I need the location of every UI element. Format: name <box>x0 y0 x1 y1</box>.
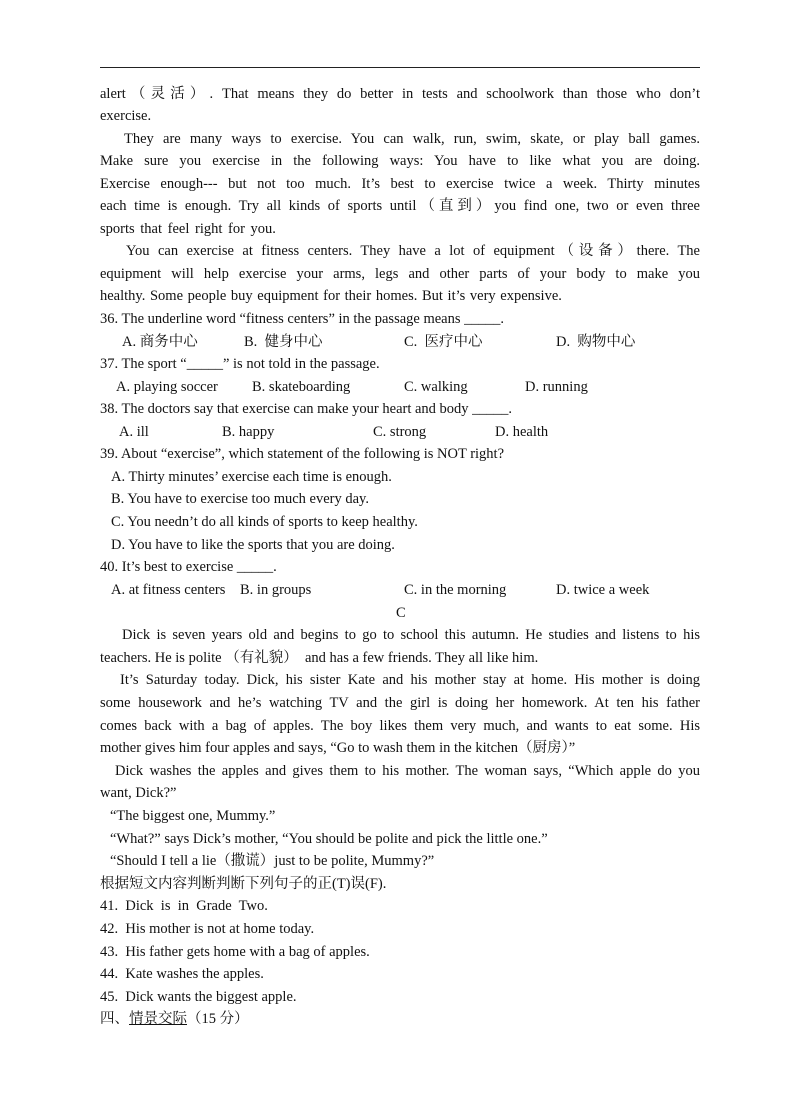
question-stem: 38. The doctors say that exercise can make your heart and body _____. <box>100 401 513 417</box>
statement: 43. His father gets home with a bag of apples. <box>100 944 370 960</box>
passage-line: mother gives him four apples and says, “Go to wash them in the kitchen（厨房）” <box>100 740 576 756</box>
passage-line: Dick washes the apples and gives them to his mother. The woman says, “Which apple do you <box>115 763 700 779</box>
statement: 45. Dick wants the biggest apple. <box>100 989 297 1005</box>
section-heading: C <box>396 605 406 621</box>
passage-line: teachers. He is polite （有礼貌） and has a few friends. They all like him. <box>100 650 539 666</box>
dialog-line: “The biggest one, Mummy.” <box>110 808 276 824</box>
option: D. health <box>495 424 549 440</box>
option: C. walking <box>404 379 468 395</box>
passage-line: exercise. <box>100 108 152 124</box>
passage-line: It’s Saturday today. Dick, his sister Kate and his mother stay at home. His mother is doing <box>120 672 700 688</box>
passage-line: equipment will help exercise your arms, legs and other parts of your body to make you <box>100 266 700 282</box>
passage-line: Dick is seven years old and begins to go to school this autumn. He studies and listens to his <box>122 627 700 643</box>
option: B. in groups <box>240 582 312 598</box>
passage-line: sports that feel right for you. <box>100 221 276 237</box>
question-stem: 37. The sport “_____” is not told in the passage. <box>100 356 380 372</box>
section-4-heading <box>100 1009 249 1029</box>
passage-line: They are many ways to exercise. You can walk, run, swim, skate, or play ball games. <box>124 131 700 147</box>
passage-line: Make sure you exercise in the following ways: You have to like what you are doing. <box>100 153 700 169</box>
option: D. 购物中心 <box>556 334 636 350</box>
option: B. You have to exercise too much every day. <box>111 491 369 507</box>
passage-line: want, Dick?” <box>100 785 177 801</box>
header-rule <box>100 67 700 68</box>
option: D. You have to like the sports that you are doing. <box>111 537 395 553</box>
statement: 44. Kate washes the apples. <box>100 966 264 982</box>
passage-line: each time is enough. Try all kinds of sports until（直到）you find one, two or even three <box>100 198 700 214</box>
dialog-line: “Should I tell a lie（撒谎）just to be polite, Mummy?” <box>110 853 435 869</box>
option: C. in the morning <box>404 582 507 598</box>
question-stem: 39. About “exercise”, which statement of the following is NOT right? <box>100 446 505 462</box>
section-4-score: （15 分） <box>187 1011 249 1027</box>
instruction: 根据短文内容判断判断下列句子的正(T)误(F). <box>100 876 387 892</box>
option: C. strong <box>373 424 427 440</box>
option: B. 健身中心 <box>244 334 323 350</box>
option: C. 医疗中心 <box>404 334 483 350</box>
option: A. playing soccer <box>116 379 218 395</box>
option: C. You needn’t do all kinds of sports to keep healthy. <box>111 514 418 530</box>
statement: 41. Dick is in Grade Two. <box>100 898 268 914</box>
option: B. skateboarding <box>252 379 351 395</box>
section-4-prefix: 四、 <box>100 1011 129 1027</box>
passage-line: healthy. Some people buy equipment for their homes. But it’s very expensive. <box>100 288 562 304</box>
statement: 42. His mother is not at home today. <box>100 921 315 937</box>
option: A. Thirty minutes’ exercise each time is enough. <box>111 469 392 485</box>
dialog-line: “What?” says Dick’s mother, “You should be polite and pick the little one.” <box>110 831 548 847</box>
passage-line: You can exercise at fitness centers. They have a lot of equipment（设备）there. The <box>126 243 700 259</box>
question-stem: 40. It’s best to exercise _____. <box>100 559 277 575</box>
option: A. ill <box>119 424 149 440</box>
option: A. 商务中心 <box>122 334 198 350</box>
passage-line: alert（灵活）. That means they do better in tests and schoolwork than those who don’t <box>100 86 700 102</box>
option: D. twice a week <box>556 582 650 598</box>
section-4-title: 情景交际 <box>129 1011 187 1027</box>
passage-line: some housework and he’s watching TV and the girl is doing her homework. At ten his father <box>100 695 700 711</box>
option: A. at fitness centers <box>111 582 226 598</box>
option: D. running <box>525 379 588 395</box>
question-stem: 36. The underline word “fitness centers” in the passage means _____. <box>100 311 505 327</box>
passage-line: Exercise enough--- but not too much. It’s best to exercise twice a week. Thirty minutes <box>100 176 700 192</box>
option: B. happy <box>222 424 275 440</box>
passage-line: comes back with a bag of apples. The boy likes them very much, and wants to eat some. His <box>100 718 700 734</box>
